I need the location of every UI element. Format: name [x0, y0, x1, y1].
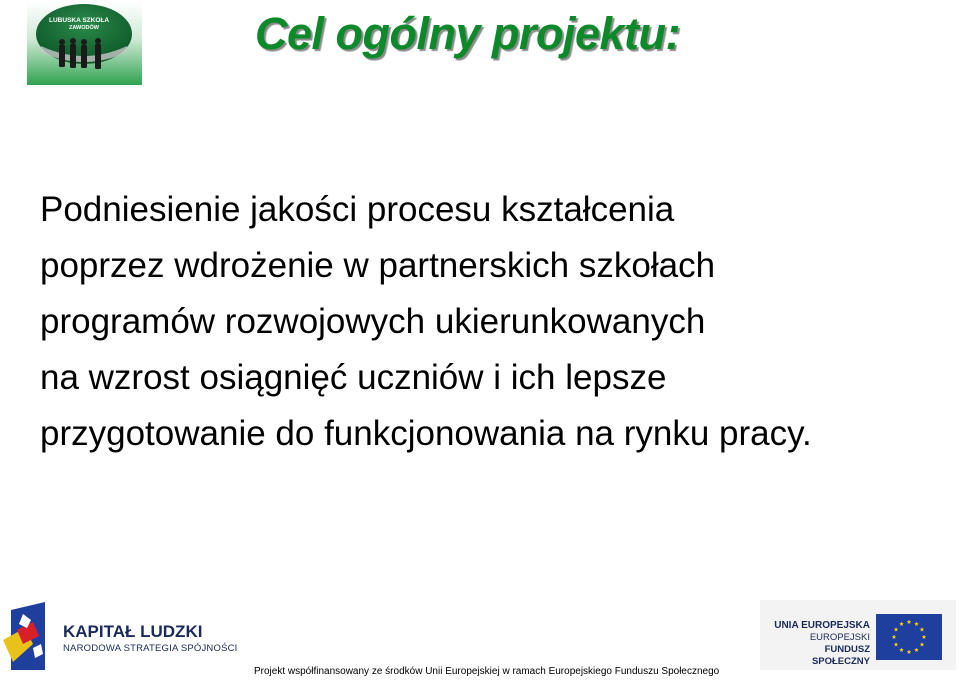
- body-paragraph: [40, 182, 940, 462]
- eu-logo-text: [770, 619, 870, 668]
- school-logo-graphic: [27, 2, 142, 85]
- kapital-ludzki-title: KAPITAŁ LUDZKI: [63, 622, 203, 641]
- body-line: na wzrost osiągnięć uczniów i ich lepsze: [40, 358, 667, 397]
- school-logo: [27, 2, 142, 85]
- eu-fund-label-2: FUNDUSZ SPOŁECZNY: [811, 644, 870, 667]
- body-line: Podniesienie jakości procesu kształcenia: [40, 190, 675, 229]
- body-line: programów rozwojowych ukierunkowanych: [40, 302, 706, 341]
- kapital-ludzki-emblem-icon: [3, 600, 53, 672]
- eu-union-label: UNIA EUROPEJSKA: [774, 620, 870, 631]
- school-logo-text-1: LUBUSKA SZKOŁA: [49, 17, 110, 24]
- footer-note: Projekt współfinansowany ze środków Unii Europejskiej w ramach Europejskiego Funduszu Społecznego: [254, 666, 720, 677]
- eu-flag-icon: [876, 614, 942, 660]
- body-line: poprzez wdrożenie w partnerskich szkołach: [40, 246, 716, 285]
- page-title: Cel ogólny projektu:: [255, 8, 681, 59]
- kapital-ludzki-subtitle: NARODOWA STRATEGIA SPÓJNOŚCI: [63, 643, 238, 654]
- body-line: przygotowanie do funkcjonowania na rynku pracy.: [40, 414, 812, 453]
- eu-fund-label-1: EUROPEJSKI: [809, 632, 870, 643]
- school-logo-text-2: ZAWODÓW: [69, 25, 99, 31]
